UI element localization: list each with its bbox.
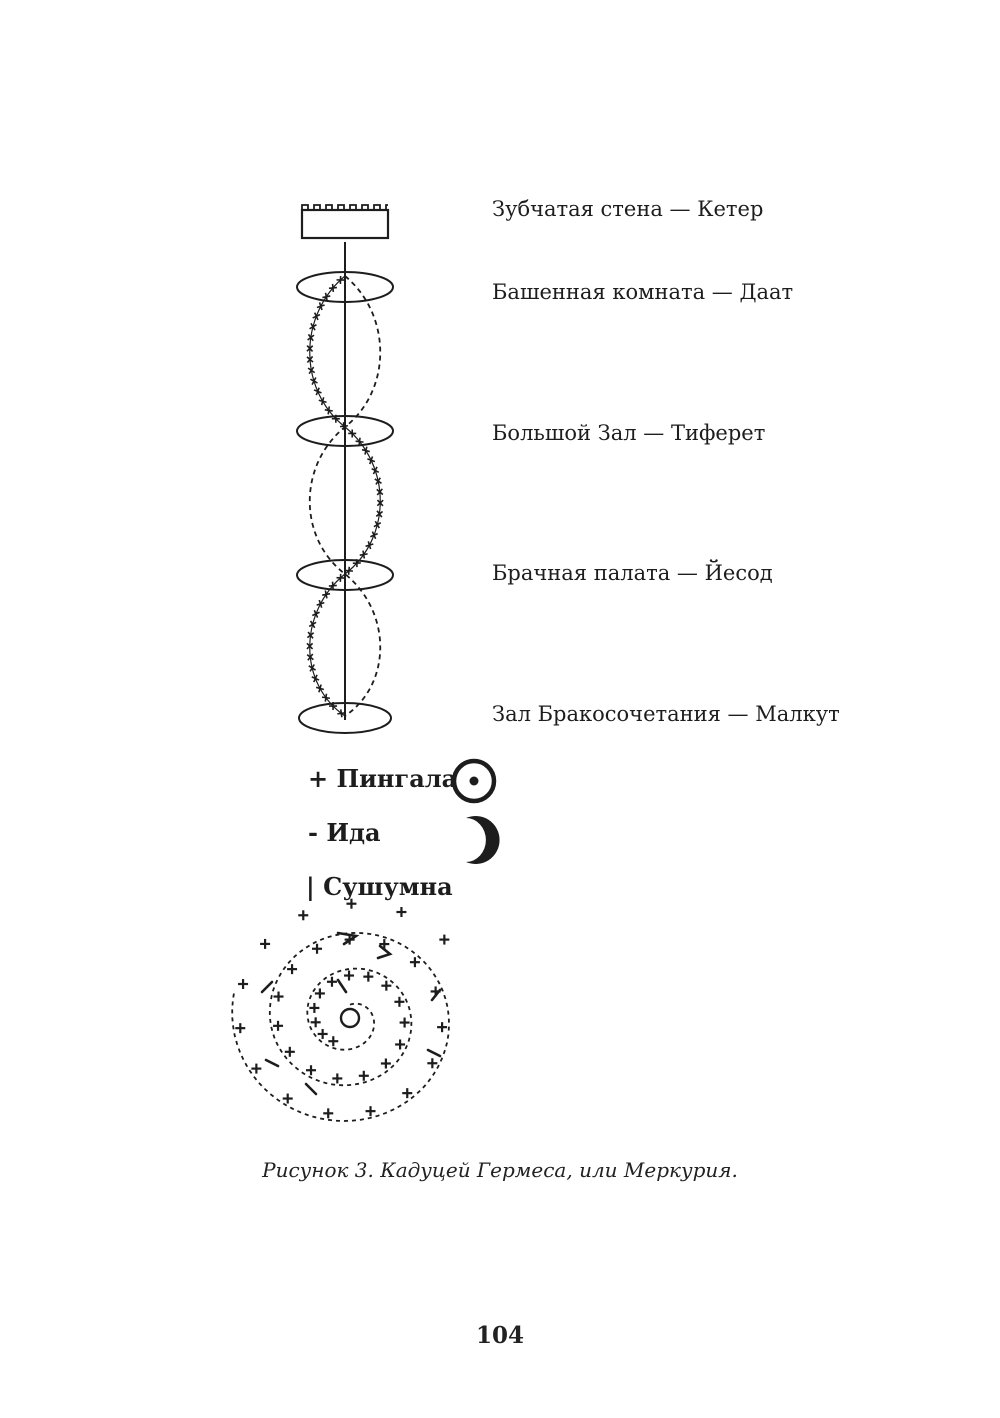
spiral-diagram — [232, 899, 449, 1121]
label-keter: Зубчатая стена — Кетер — [492, 197, 764, 221]
label-daat: Башенная комната — Даат — [492, 280, 794, 304]
crescent-moon-icon — [466, 816, 500, 864]
spiral-center-circle — [341, 1009, 359, 1027]
spiral-arrowheads — [262, 933, 440, 1094]
label-malkut: Зал Бракосочетания — Малкут — [492, 702, 840, 726]
label-tiferet: Большой Зал — Тиферет — [492, 421, 766, 445]
page-number: 104 — [475, 1322, 524, 1349]
crenellated-wall-icon — [302, 205, 388, 238]
legend-ida: - Ида — [308, 818, 381, 847]
figure-caption: Рисунок 3. Кадуцей Гермеса, или Меркурия. — [262, 1158, 738, 1182]
legend-pingala: + Пингала — [308, 764, 458, 793]
sun-symbol-icon — [454, 761, 494, 801]
label-yesod: Брачная палата — Йесод — [492, 561, 773, 585]
legend-sushumna: | Сушумна — [306, 872, 453, 901]
